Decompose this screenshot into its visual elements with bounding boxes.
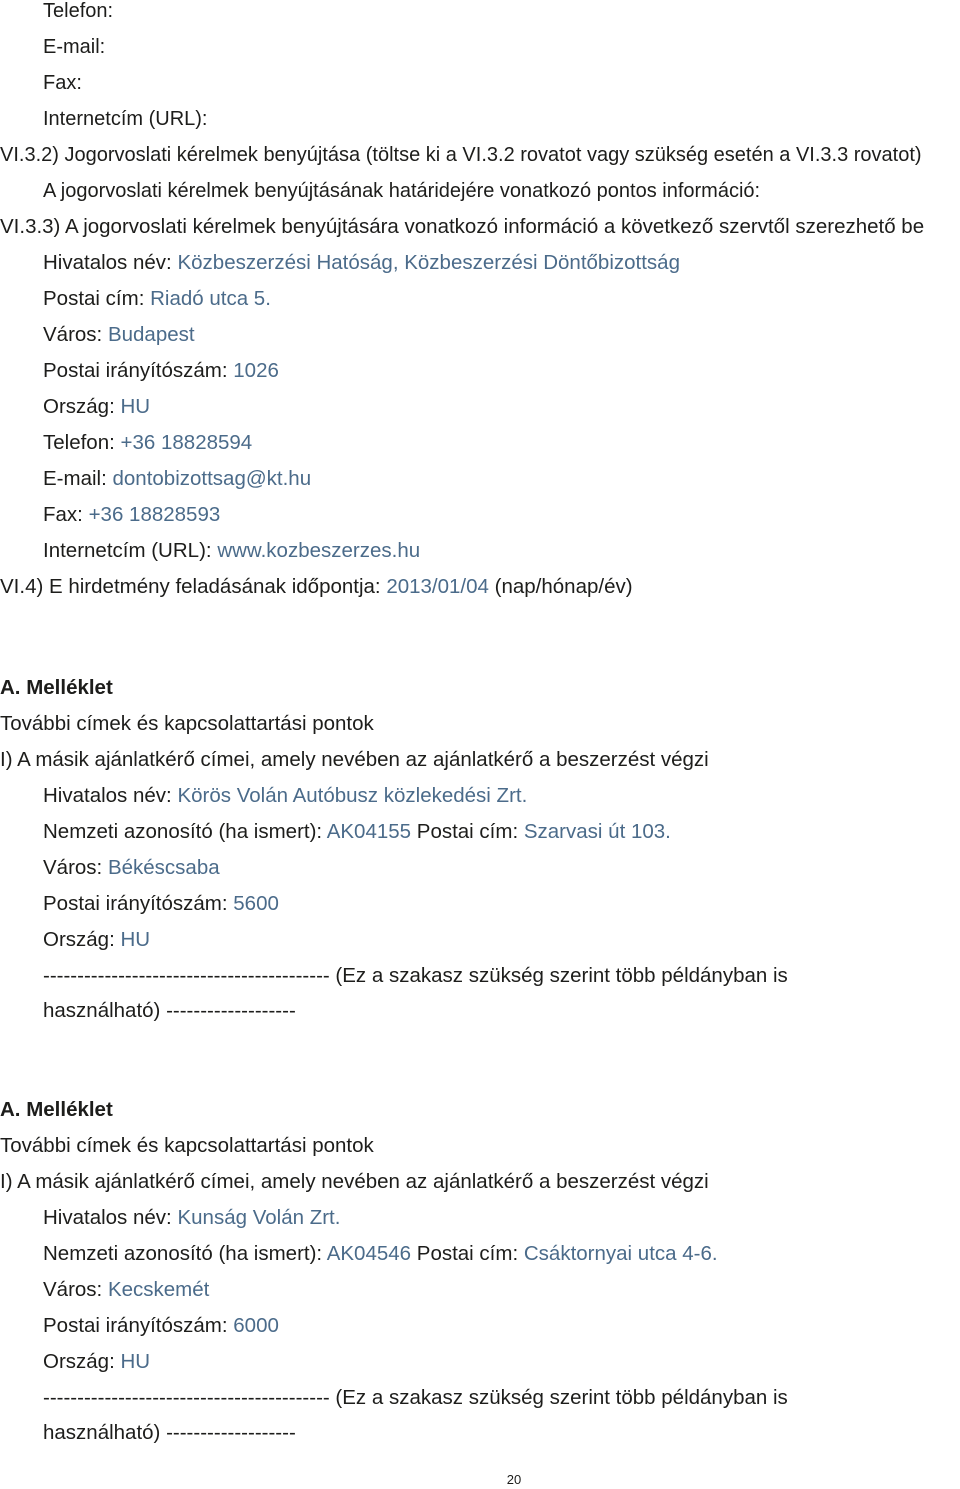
field-label: Hivatalos név: xyxy=(43,251,172,274)
field-label: Nemzeti azonosító (ha ismert): xyxy=(43,1242,323,1265)
field-label: Ország: xyxy=(43,395,115,418)
contact-phone-label: Telefon: xyxy=(43,0,114,22)
field-label: Postai cím: xyxy=(43,287,145,310)
city-row xyxy=(0,850,960,886)
field-label: Telefon: xyxy=(43,431,115,454)
annex-title: A. Melléklet xyxy=(0,676,113,699)
field-value: Kunság Volán Zrt. xyxy=(177,1206,341,1229)
field-value: HU xyxy=(120,395,151,418)
official-name-row xyxy=(0,245,960,281)
annex-section-heading: I) A másik ajánlatkérő címei, amely nevében az ajánlatkérő a beszerzést végzi xyxy=(0,1170,709,1193)
field-label: E-mail: xyxy=(43,467,107,490)
dispatch-date-label: VI.4) E hirdetmény feladásának időpontja: xyxy=(0,575,381,598)
field-label: Ország: xyxy=(43,1350,115,1373)
field-label: Postai irányítószám: xyxy=(43,359,228,382)
email-row xyxy=(0,461,960,497)
repeat-note-line-2: használható) ------------------- xyxy=(43,1421,296,1444)
national-id-row xyxy=(0,814,960,850)
national-id-row xyxy=(0,1236,960,1272)
field-label: Postai cím: xyxy=(416,820,519,843)
field-value: Közbeszerzési Hatóság, Közbeszerzési Döntőbizottság xyxy=(177,251,680,274)
section-vi-4-row xyxy=(0,569,960,605)
contact-email-label: E-mail: xyxy=(43,36,106,58)
appeal-deadline-label: A jogorvoslati kérelmek benyújtásának határidejére vonatkozó pontos információ: xyxy=(43,180,761,202)
field-value: Csáktornyai utca 4-6. xyxy=(523,1242,718,1265)
official-name-row xyxy=(0,778,960,814)
country-row xyxy=(0,1344,960,1380)
annex-block xyxy=(0,670,960,1027)
field-value: Budapest xyxy=(107,323,195,346)
field-label: Postai irányítószám: xyxy=(43,892,228,915)
field-value: Kecskemét xyxy=(107,1278,210,1301)
field-value: +36 18828593 xyxy=(88,503,221,526)
annex-block xyxy=(0,1092,960,1449)
section-vi-3-2-heading: VI.3.2) Jogorvoslati kérelmek benyújtása (töltse ki a VI.3.2 rovatot vagy szükség esetén a VI.3.3 rovatot) xyxy=(0,144,922,166)
contact-url-label: Internetcím (URL): xyxy=(43,108,208,130)
country-row xyxy=(0,922,960,958)
field-label: Hivatalos név: xyxy=(43,784,172,807)
field-value: Békéscsaba xyxy=(107,856,220,879)
annex-title: A. Melléklet xyxy=(0,1098,113,1121)
field-label: Postai cím: xyxy=(416,1242,519,1265)
date-format-hint: (nap/hónap/év) xyxy=(494,575,633,598)
postal-code-row xyxy=(0,353,960,389)
postal-code-row xyxy=(0,886,960,922)
field-label: Város: xyxy=(43,323,103,346)
field-value: HU xyxy=(120,928,151,951)
repeat-note-line-2: használható) ------------------- xyxy=(43,999,296,1022)
field-label: Hivatalos név: xyxy=(43,1206,172,1229)
phone-row xyxy=(0,425,960,461)
section-vi-3-3-heading: VI.3.3) A jogorvoslati kérelmek benyújtására vonatkozó információ a következő szervtől szerezhető be xyxy=(0,215,925,238)
annex-subtitle: További címek és kapcsolattartási pontok xyxy=(0,712,374,735)
repeat-note-line-1: ------------------------------------------ (Ez a szakasz szükség szerint több példányban is xyxy=(43,1386,788,1409)
field-value: +36 18828594 xyxy=(120,431,253,454)
page-number: 20 xyxy=(506,1472,522,1487)
field-label: Nemzeti azonosító (ha ismert): xyxy=(43,820,323,843)
country-row xyxy=(0,389,960,425)
field-label: Város: xyxy=(43,1278,103,1301)
city-row xyxy=(0,317,960,353)
field-label: Fax: xyxy=(43,503,83,526)
field-value: HU xyxy=(120,1350,151,1373)
field-label: Internetcím (URL): xyxy=(43,539,212,562)
city-row xyxy=(0,1272,960,1308)
field-value: 6000 xyxy=(233,1314,279,1337)
url-row xyxy=(0,533,960,569)
field-value: AK04546 xyxy=(326,1242,412,1265)
annex-section-heading: I) A másik ajánlatkérő címei, amely nevében az ajánlatkérő a beszerzést végzi xyxy=(0,748,709,771)
field-value: Riadó utca 5. xyxy=(150,287,271,310)
field-value: www.kozbeszerzes.hu xyxy=(217,539,421,562)
field-value: 1026 xyxy=(233,359,279,382)
official-name-row xyxy=(0,1200,960,1236)
field-value: Körös Volán Autóbusz közlekedési Zrt. xyxy=(177,784,528,807)
field-label: Város: xyxy=(43,856,103,879)
field-value: AK04155 xyxy=(326,820,412,843)
field-value: dontobizottsag@kt.hu xyxy=(112,467,312,490)
repeat-note-line-1: ------------------------------------------ (Ez a szakasz szükség szerint több példányban is xyxy=(43,964,788,987)
field-value: 5600 xyxy=(233,892,279,915)
contact-fax-label: Fax: xyxy=(43,72,82,94)
fax-row xyxy=(0,497,960,533)
annex-subtitle: További címek és kapcsolattartási pontok xyxy=(0,1134,374,1157)
dispatch-date-value: 2013/01/04 xyxy=(386,575,489,598)
field-label: Postai irányítószám: xyxy=(43,1314,228,1337)
field-label: Ország: xyxy=(43,928,115,951)
postal-code-row xyxy=(0,1308,960,1344)
postal-address-row xyxy=(0,281,960,317)
field-value: Szarvasi út 103. xyxy=(523,820,671,843)
